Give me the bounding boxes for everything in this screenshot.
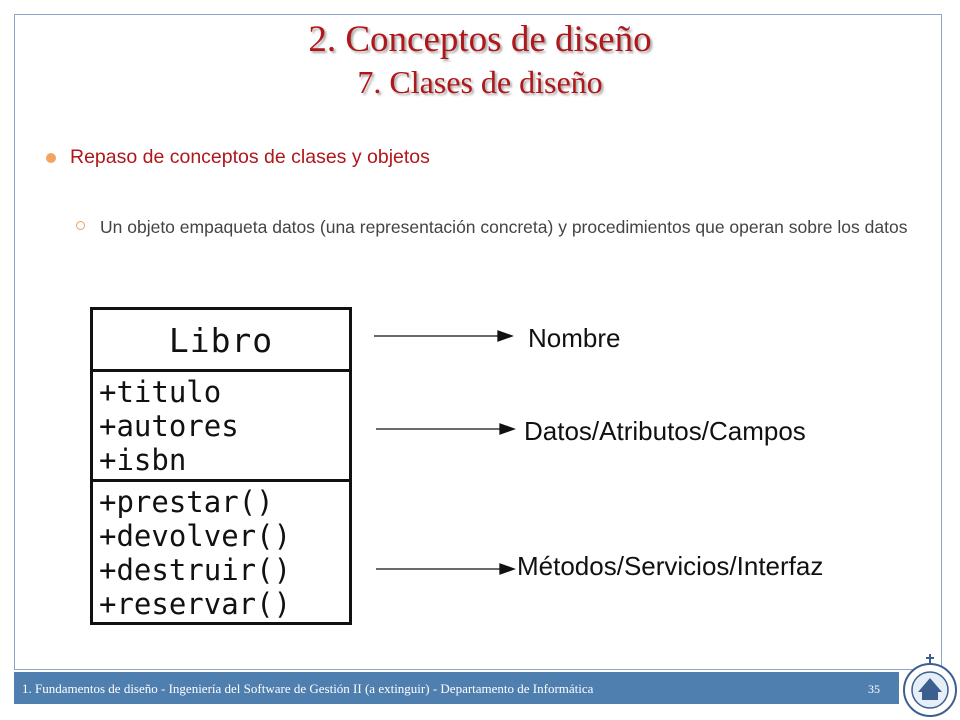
uml-operation: +prestar() [99,485,274,519]
arrowhead-icon [500,424,514,434]
arrowhead-icon [498,331,512,341]
label-methods: Métodos/Servicios/Interfaz [517,551,824,581]
bullet-level2-text: Un objeto empaqueta datos (una representación concreta) y procedimientos que operan sobre los datos [100,217,908,237]
uml-operation: +destruir() [99,553,292,587]
page-number: 35 [868,682,880,696]
uml-attribute: +titulo [99,375,222,409]
bullet-level1-text: Repaso de conceptos de clases y objetos [70,146,430,168]
uml-class-name: Libro [93,310,349,372]
uml-attribute: +isbn [99,443,187,477]
footer-text: 1. Fundamentos de diseño - Ingeniería del Software de Gestión II (a extinguir) - Departamento de Informática [22,681,594,696]
slide-subtitle: 7. Clases de diseño [357,64,603,100]
university-seal-icon [900,648,958,718]
slide-title: 2. Conceptos de diseño [308,19,652,60]
uml-attribute: +autores [99,409,239,443]
arrowhead-icon [500,564,514,574]
label-data: Datos/Atributos/Campos [524,416,806,446]
uml-operation: +reservar() [99,587,292,621]
label-name: Nombre [528,323,621,353]
uml-operation: +devolver() [99,519,292,553]
